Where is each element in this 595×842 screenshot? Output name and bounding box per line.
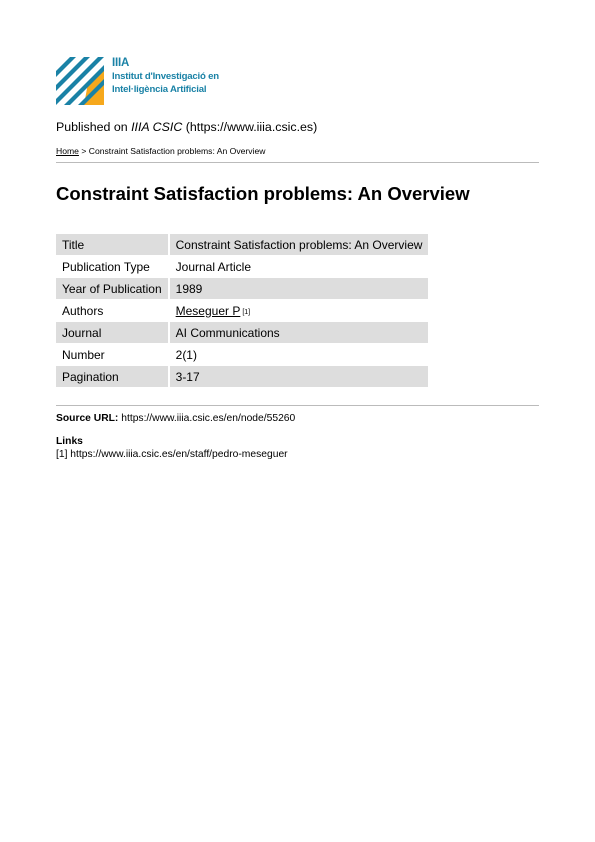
row-value <box>168 300 429 321</box>
breadcrumb-separator: > <box>81 146 87 156</box>
logo-line-2: Intel·ligència Artificial <box>112 84 207 95</box>
link-item[interactable]: [1] https://www.iiia.csic.es/en/staff/pedro-meseguer <box>56 449 288 460</box>
breadcrumb-home-link[interactable]: Home <box>56 146 79 156</box>
row-label: Title <box>56 234 168 255</box>
site-name: IIIA CSIC <box>131 120 183 134</box>
row-label: Journal <box>56 322 168 343</box>
source-url-value[interactable]: https://www.iiia.csic.es/en/node/55260 <box>121 413 296 424</box>
row-value: AI Communications <box>168 322 429 343</box>
site-url[interactable]: (https://www.iiia.csic.es) <box>185 120 318 134</box>
row-label: Year of Publication <box>56 278 168 299</box>
row-value: 1989 <box>168 278 429 299</box>
page-title: Constraint Satisfaction problems: An Overview <box>56 183 470 204</box>
row-label: Publication Type <box>62 259 150 274</box>
divider-top <box>56 162 539 163</box>
row-label: Authors <box>62 303 104 318</box>
logo-line-1: Institut d'Investigació en <box>112 71 219 82</box>
links-heading: Links <box>56 436 83 447</box>
logo-text <box>112 57 219 96</box>
row-value: 2(1) <box>168 344 429 365</box>
table-row <box>56 366 428 387</box>
source-url <box>56 413 295 424</box>
iiia-logo-mark <box>56 57 108 105</box>
published-on <box>56 120 317 134</box>
source-url-label: Source URL: <box>56 413 119 424</box>
logo-abbr: IIIA <box>112 57 130 69</box>
row-value: 3-17 <box>168 366 429 387</box>
author-footnote-ref: [1] <box>242 308 251 316</box>
breadcrumb <box>56 146 265 156</box>
table-row <box>56 278 428 299</box>
row-value: Constraint Satisfaction problems: An Overview <box>168 234 429 255</box>
table-row <box>56 256 428 277</box>
publication-metadata-table <box>56 233 428 388</box>
row-label: Pagination <box>56 366 168 387</box>
table-row <box>56 344 428 365</box>
row-value: Journal Article <box>168 256 429 277</box>
divider-bottom <box>56 405 539 406</box>
row-label: Number <box>62 347 105 362</box>
table-row <box>56 234 428 255</box>
published-prefix: Published on <box>56 120 128 134</box>
table-row <box>56 300 428 321</box>
breadcrumb-current: Constraint Satisfaction problems: An Overview <box>88 146 266 156</box>
table-row <box>56 322 428 343</box>
iiia-logo[interactable] <box>56 57 219 109</box>
author-link[interactable]: Meseguer P <box>175 303 241 318</box>
